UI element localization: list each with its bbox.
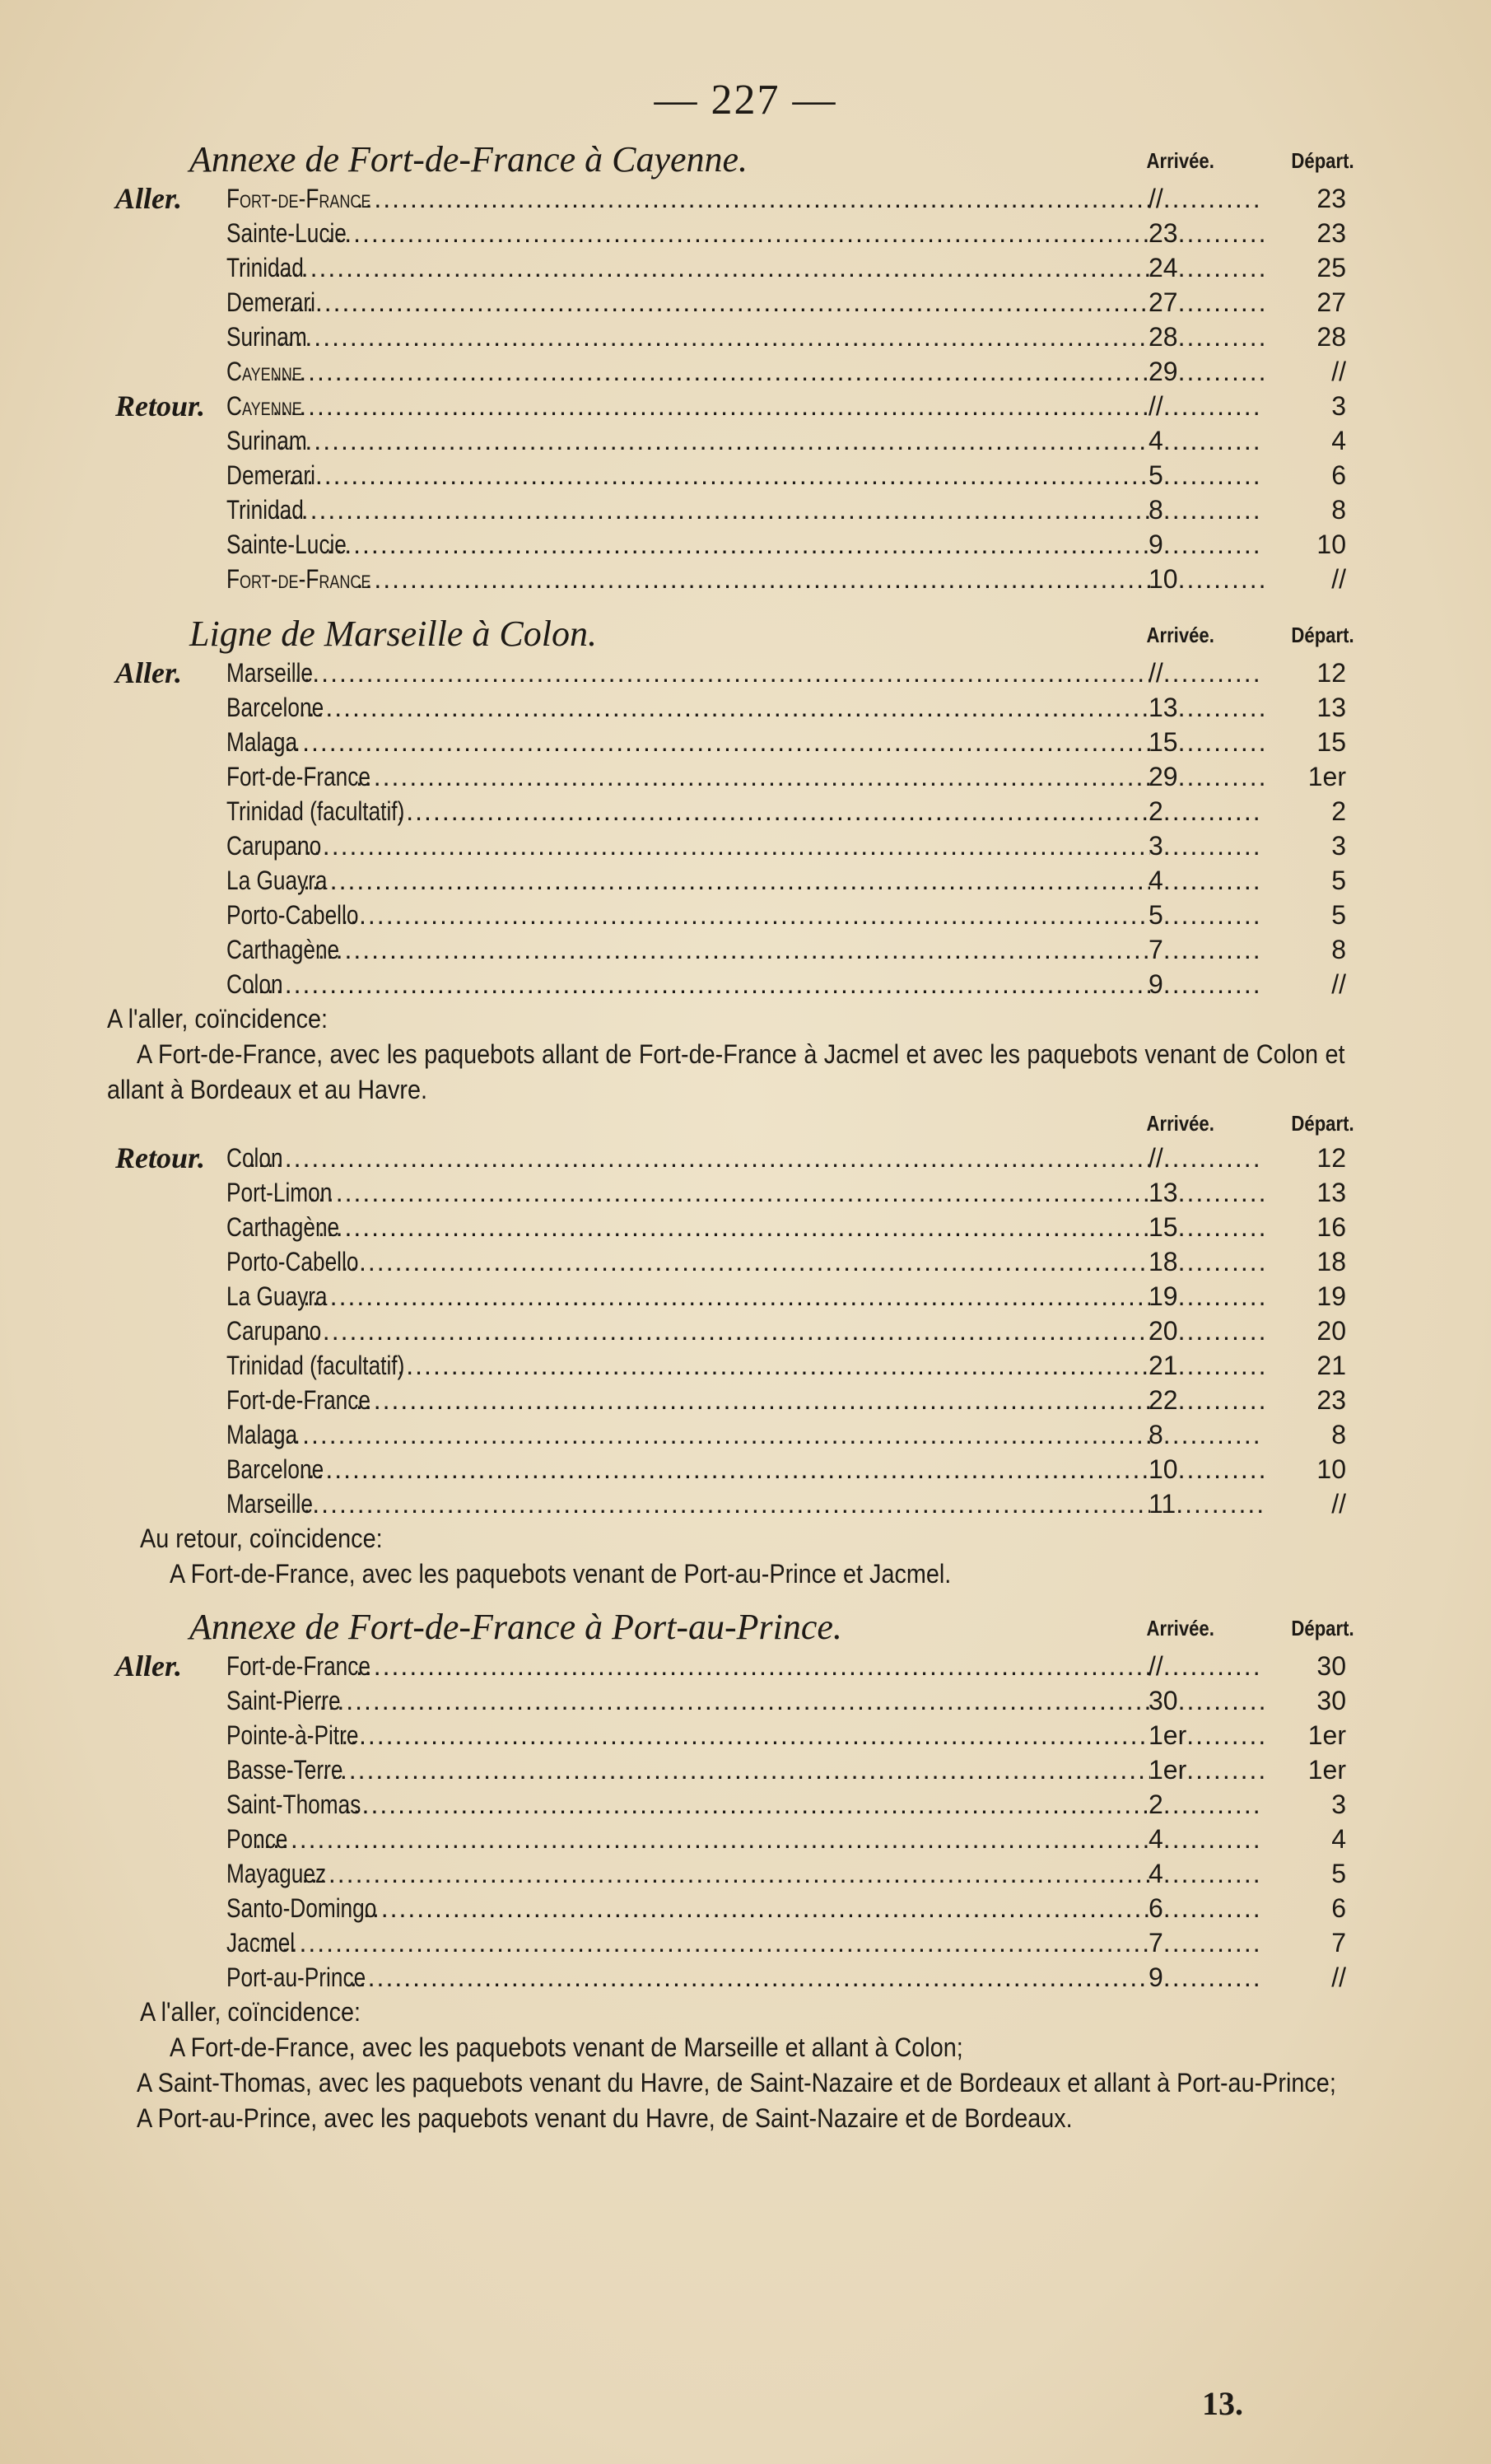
arrival-day: // ..... — [1149, 1649, 1264, 1683]
timetable-row — [115, 1649, 1354, 1683]
stop-name: Santo-Domingo — [226, 1893, 377, 1923]
stop-name: Ponce — [226, 1824, 288, 1854]
stop-name: Fort-de-France — [226, 564, 371, 594]
arrival-day: 29 ..... — [1149, 354, 1264, 389]
timetable-row — [115, 1960, 1354, 1995]
arrival-day: 10 ..... — [1149, 562, 1264, 596]
direction-label: Retour. — [115, 390, 206, 422]
arrival-day: 1er ..... — [1149, 1752, 1264, 1787]
arrival-day: 23 ..... — [1149, 216, 1264, 250]
section-title: Ligne de Marseille à Colon. — [189, 614, 597, 654]
arrival-day: 7 ..... — [1149, 1925, 1264, 1960]
stop-name: Colon — [226, 969, 283, 999]
depart-header: Départ. — [1291, 623, 1354, 647]
stop-leader — [226, 1960, 1150, 1995]
stop-leader — [226, 1314, 1150, 1348]
timetable-row — [115, 1279, 1354, 1314]
coincidence-label: A l'aller, coïncidence: — [140, 1997, 361, 2027]
departure-day: 16 — [1316, 1212, 1346, 1242]
direction-label: Retour. — [115, 1141, 206, 1174]
stop-leader — [226, 389, 1150, 423]
section-title-row — [115, 138, 1354, 181]
stop-name: La Guayra — [226, 866, 328, 895]
timetable-row — [115, 250, 1354, 285]
arrival-day: 6 ..... — [1149, 1891, 1264, 1925]
stop-leader — [226, 1279, 1150, 1314]
stop-leader — [226, 1452, 1150, 1486]
arrival-day: 18 ..... — [1149, 1244, 1264, 1279]
arrival-day: 20 ..... — [1149, 1314, 1264, 1348]
timetable-row — [115, 1683, 1354, 1718]
timetable-row — [115, 285, 1354, 320]
departure-day: 6 — [1331, 460, 1346, 490]
departure-day: 8 — [1331, 935, 1346, 964]
timetable-row — [115, 1891, 1354, 1925]
arrivee-header: Arrivée. — [1146, 1111, 1214, 1136]
stop-name: Fort-de-France — [226, 1651, 370, 1681]
arrival-day: 28 ..... — [1149, 320, 1264, 354]
arrival-day: 9 ..... — [1149, 967, 1264, 1001]
timetable-row — [115, 1383, 1354, 1417]
departure-day: 3 — [1331, 1790, 1346, 1819]
stop-name: Sainte-Lucie — [226, 530, 347, 559]
departure-day: // — [1331, 1489, 1346, 1519]
timetable-row — [115, 1486, 1354, 1521]
timetable-row — [115, 354, 1354, 389]
departure-day: 1er — [1307, 762, 1346, 791]
coincidence-port-au-prince: A Port-au-Prince, avec les paquebots venant du Havre, de Saint-Nazaire et de Bordeaux. — [137, 2103, 1073, 2133]
arrival-day: 11 ..... — [1149, 1486, 1264, 1521]
departure-day: 3 — [1331, 391, 1346, 421]
stop-name: Carupano — [226, 1316, 322, 1346]
timetable-row — [115, 1348, 1354, 1383]
arrivee-header: Arrivée. — [1146, 1616, 1214, 1640]
arrival-day: 21 ..... — [1149, 1348, 1264, 1383]
departure-day: // — [1331, 564, 1346, 594]
direction-label: Aller. — [115, 182, 183, 215]
departure-day: 23 — [1316, 184, 1346, 213]
stop-leader — [226, 1787, 1150, 1822]
departure-day: 25 — [1316, 253, 1346, 282]
arrival-day: 19 ..... — [1149, 1279, 1264, 1314]
stop-leader — [226, 562, 1150, 596]
timetable-row — [115, 1752, 1354, 1787]
departure-day: 23 — [1316, 1385, 1346, 1415]
stop-name: Surinam — [226, 322, 307, 352]
retour-header-row — [115, 1108, 1354, 1141]
stop-leader — [226, 863, 1150, 898]
direction-label: Aller. — [115, 1650, 183, 1682]
timetable-row — [115, 1787, 1354, 1822]
arrival-day: 4 ..... — [1149, 423, 1264, 458]
departure-day: 19 — [1316, 1281, 1346, 1311]
departure-day: 12 — [1316, 658, 1346, 688]
departure-day: 8 — [1331, 1420, 1346, 1449]
stop-name: Malaga — [226, 727, 298, 757]
arrival-day: // ..... — [1149, 181, 1264, 216]
departure-day: // — [1331, 969, 1346, 999]
departure-day: 21 — [1316, 1351, 1346, 1380]
arrival-day: // ..... — [1149, 389, 1264, 423]
depart-header: Départ. — [1291, 1616, 1354, 1640]
timetable-row — [115, 389, 1354, 423]
stop-name: Porto-Cabello — [226, 900, 359, 930]
arrival-day: 3 ..... — [1149, 828, 1264, 863]
timetable-row — [115, 1822, 1354, 1856]
coincidence-saint-thomas: A Saint-Thomas, avec les paquebots venant du Havre, de Saint-Nazaire et de Bordeaux et allant à Port-au-Prince; — [137, 2068, 1336, 2098]
stop-name: Jacmel — [226, 1928, 296, 1958]
stop-leader — [226, 1141, 1150, 1175]
departure-day: 23 — [1316, 218, 1346, 248]
arrival-day: 22 ..... — [1149, 1383, 1264, 1417]
departure-day: 10 — [1316, 1454, 1346, 1484]
departure-day: 3 — [1331, 831, 1346, 861]
stop-leader — [226, 320, 1150, 354]
section-port-au-prince — [115, 1606, 1354, 2136]
departure-day: 5 — [1331, 866, 1346, 895]
arrival-day: 29 ..... — [1149, 759, 1264, 794]
stop-leader — [226, 1417, 1150, 1452]
arrival-day: 4 ..... — [1149, 1856, 1264, 1891]
stop-name: Trinidad — [226, 495, 304, 525]
stop-leader — [226, 1210, 1150, 1244]
stop-name: Basse-Terre — [226, 1755, 343, 1785]
stop-leader — [226, 656, 1150, 690]
departure-day: // — [1331, 357, 1346, 386]
timetable-row — [115, 1141, 1354, 1175]
stop-leader — [226, 828, 1150, 863]
signature-mark: 13. — [1202, 2385, 1243, 2422]
departure-day: 4 — [1331, 1824, 1346, 1854]
stop-name: Sainte-Lucie — [226, 218, 347, 248]
depart-header: Départ. — [1291, 1111, 1354, 1136]
timetable-row — [115, 898, 1354, 932]
departure-day: 13 — [1316, 1178, 1346, 1207]
arrival-day: 7 ..... — [1149, 932, 1264, 967]
stop-leader — [226, 967, 1150, 1001]
stop-name: Fort-de-France — [226, 1385, 370, 1415]
arrival-day: 4 ..... — [1149, 863, 1264, 898]
stop-leader — [226, 527, 1150, 562]
departure-day: 7 — [1331, 1928, 1346, 1958]
stop-name: Malaga — [226, 1420, 298, 1449]
stop-leader — [226, 285, 1150, 320]
stop-name: Saint-Pierre — [226, 1686, 341, 1715]
timetable-row — [115, 828, 1354, 863]
timetable-row — [115, 216, 1354, 250]
aller-coincidence-label: A l'aller, coïncidence: — [107, 1004, 328, 1034]
aller-table — [115, 1649, 1354, 1995]
timetable-row — [115, 1314, 1354, 1348]
stop-leader — [226, 898, 1150, 932]
stop-leader — [226, 492, 1150, 527]
stop-leader — [226, 216, 1150, 250]
arrivee-header: Arrivée. — [1146, 148, 1214, 173]
arrival-day: 8 ..... — [1149, 1417, 1264, 1452]
stop-leader — [226, 932, 1150, 967]
stop-leader — [226, 1718, 1150, 1752]
stop-name: Carupano — [226, 831, 322, 861]
timetable-row — [115, 1718, 1354, 1752]
departure-day: // — [1331, 1962, 1346, 1992]
stop-name: Mayaguez — [226, 1859, 327, 1888]
timetable-row — [115, 1210, 1354, 1244]
stop-name: Carthagène — [226, 935, 340, 964]
arrival-day: 27 ..... — [1149, 285, 1264, 320]
stop-leader — [226, 1348, 1150, 1383]
section-title-row — [115, 613, 1354, 656]
arrival-day: 30 ..... — [1149, 1683, 1264, 1718]
timetable-row — [115, 932, 1354, 967]
arrival-day: // ..... — [1149, 656, 1264, 690]
stop-name: Colon — [226, 1143, 283, 1173]
arrivee-header: Arrivée. — [1146, 623, 1214, 647]
stop-leader — [226, 690, 1150, 725]
stop-leader — [226, 1244, 1150, 1279]
stop-name: Surinam — [226, 426, 307, 455]
stop-leader — [226, 794, 1150, 828]
timetable-row — [115, 1925, 1354, 1960]
section-title: Annexe de Fort-de-France à Cayenne. — [189, 139, 748, 180]
arrival-day: 1er ..... — [1149, 1718, 1264, 1752]
stop-leader — [226, 1649, 1150, 1683]
timetable-row — [115, 1417, 1354, 1452]
stop-name: Trinidad — [226, 253, 304, 282]
departure-day: 30 — [1316, 1686, 1346, 1715]
depart-header: Départ. — [1291, 148, 1354, 173]
stop-leader — [226, 1383, 1150, 1417]
retour-table — [115, 389, 1354, 596]
timetable-row — [115, 423, 1354, 458]
timetable-row — [115, 967, 1354, 1001]
departure-day: 27 — [1316, 287, 1346, 317]
departure-day: 1er — [1307, 1755, 1346, 1785]
timetable-row — [115, 1856, 1354, 1891]
arrival-day: 2 ..... — [1149, 794, 1264, 828]
arrival-day: // ..... — [1149, 1141, 1264, 1175]
stop-name: Marseille — [226, 658, 313, 688]
retour-coincidence-text: A Fort-de-France, avec les paquebots venant de Port-au-Prince et Jacmel. — [170, 1559, 952, 1589]
stop-name: Demerari — [226, 460, 315, 490]
departure-day: 8 — [1331, 495, 1346, 525]
stop-name: La Guayra — [226, 1281, 328, 1311]
retour-table — [115, 1141, 1354, 1521]
timetable-row — [115, 1244, 1354, 1279]
timetable-row — [115, 527, 1354, 562]
stop-leader — [226, 1856, 1150, 1891]
stop-name: Demerari — [226, 287, 315, 317]
arrival-day: 15 ..... — [1149, 725, 1264, 759]
page-number: — 227 — — [654, 77, 837, 124]
stop-name: Porto-Cabello — [226, 1247, 359, 1276]
stop-leader — [226, 1822, 1150, 1856]
arrival-day: 9 ..... — [1149, 527, 1264, 562]
timetable-row — [115, 562, 1354, 596]
stop-leader — [226, 1752, 1150, 1787]
departure-day: 4 — [1331, 426, 1346, 455]
stop-name: Cayenne — [226, 357, 302, 386]
stop-name: Barcelone — [226, 1454, 324, 1484]
arrival-day: 24 ..... — [1149, 250, 1264, 285]
departure-day: 20 — [1316, 1316, 1346, 1346]
stop-leader — [226, 1486, 1150, 1521]
stop-name: Fort-de-France — [226, 184, 371, 213]
departure-day: 13 — [1316, 693, 1346, 722]
stop-name: Port-Limon — [226, 1178, 333, 1207]
section-cayenne — [115, 138, 1354, 596]
direction-label: Aller. — [115, 656, 183, 689]
stop-leader — [226, 354, 1150, 389]
arrival-day: 13 ..... — [1149, 1175, 1264, 1210]
arrival-day: 5 ..... — [1149, 458, 1264, 492]
stop-leader — [226, 1891, 1150, 1925]
section-colon — [107, 613, 1354, 1592]
timetable-row — [115, 690, 1354, 725]
departure-day: 15 — [1316, 727, 1346, 757]
departure-day: 5 — [1331, 1859, 1346, 1888]
departure-day: 1er — [1307, 1720, 1346, 1750]
arrival-day: 2 ..... — [1149, 1787, 1264, 1822]
stop-leader — [226, 458, 1150, 492]
timetable-row — [115, 181, 1354, 216]
timetable-row — [115, 492, 1354, 527]
arrival-day: 15 ..... — [1149, 1210, 1264, 1244]
timetable-row — [115, 320, 1354, 354]
arrival-day: 5 ..... — [1149, 898, 1264, 932]
stop-name: Saint-Thomas — [226, 1790, 361, 1819]
departure-day: 10 — [1316, 530, 1346, 559]
departure-day: 2 — [1331, 796, 1346, 826]
timetable-row — [115, 656, 1354, 690]
retour-coincidence-label: Au retour, coïncidence: — [140, 1524, 383, 1553]
stop-leader — [226, 1175, 1150, 1210]
timetable-row — [115, 1175, 1354, 1210]
stop-name: Pointe-à-Pitre — [226, 1720, 359, 1750]
timetable-row — [115, 725, 1354, 759]
arrival-day: 9 ..... — [1149, 1960, 1264, 1995]
timetable-row — [115, 1452, 1354, 1486]
arrival-day: 13 ..... — [1149, 690, 1264, 725]
departure-day: 5 — [1331, 900, 1346, 930]
stop-leader — [226, 725, 1150, 759]
stop-leader — [226, 181, 1150, 216]
arrival-day: 4 ..... — [1149, 1822, 1264, 1856]
stop-leader — [226, 759, 1150, 794]
timetable-row — [115, 863, 1354, 898]
arrival-day: 8 ..... — [1149, 492, 1264, 527]
stop-leader — [226, 423, 1150, 458]
departure-day: 6 — [1331, 1893, 1346, 1923]
arrival-day: 10 ..... — [1149, 1452, 1264, 1486]
departure-day: 12 — [1316, 1143, 1346, 1173]
stop-name: Barcelone — [226, 693, 324, 722]
departure-day: 30 — [1316, 1651, 1346, 1681]
stop-name: Port-au-Prince — [226, 1962, 366, 1992]
stop-name: Fort-de-France — [226, 762, 370, 791]
timetable-row — [115, 759, 1354, 794]
section-title-row — [115, 1606, 1354, 1649]
coincidence-fort-de-france: A Fort-de-France, avec les paquebots venant de Marseille et allant à Colon; — [170, 2032, 963, 2062]
stop-leader — [226, 250, 1150, 285]
stop-name: Trinidad (facultatif) — [226, 1351, 405, 1380]
stop-leader — [226, 1925, 1150, 1960]
departure-day: 28 — [1316, 322, 1346, 352]
timetable-row — [115, 458, 1354, 492]
stop-name: Carthagène — [226, 1212, 340, 1242]
stop-leader — [226, 1683, 1150, 1718]
stop-name: Trinidad (facultatif) — [226, 796, 405, 826]
section-title: Annexe de Fort-de-France à Port-au-Prince. — [189, 1607, 842, 1647]
aller-table — [115, 656, 1354, 1001]
stop-name: Marseille — [226, 1489, 313, 1519]
aller-coincidence-text: A Fort-de-France, avec les paquebots allant de Fort-de-France à Jacmel et avec les paquebots venant de Colon et allant à Bordeaux et au Havre. — [107, 1039, 1345, 1104]
stop-name: Cayenne — [226, 391, 302, 421]
aller-table — [115, 181, 1354, 389]
departure-day: 18 — [1316, 1247, 1346, 1276]
timetable-row — [115, 794, 1354, 828]
